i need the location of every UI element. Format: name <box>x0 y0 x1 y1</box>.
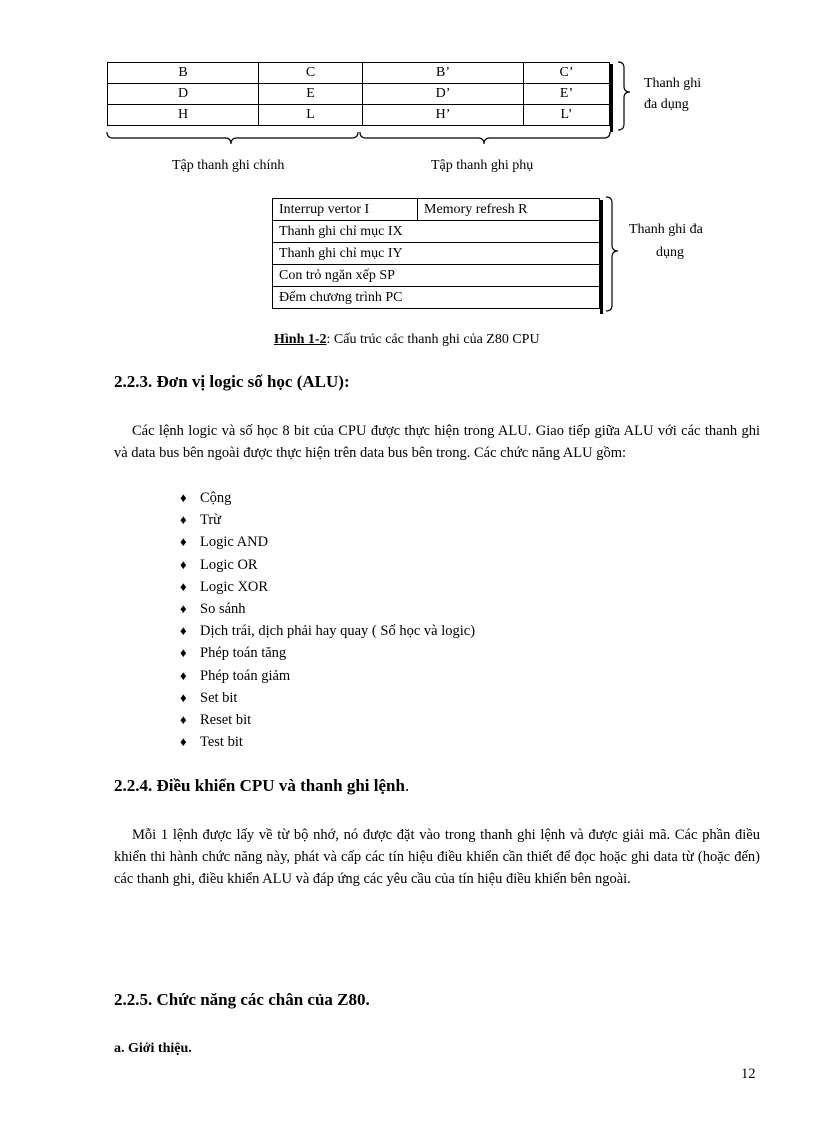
brace-label-2-line1: Thanh ghi đa <box>629 222 703 237</box>
control-paragraph: Mỗi 1 lệnh được lấy về từ bộ nhớ, nó được đặt vào trong thanh ghi lệnh và được giải mã. Các phần điều khiển thi hành chức năng này, phát và cấp các tín hiệu điều khiển cần thiết để đọc hoặc ghi data từ (hoặc đến) các thanh ghi, điều khiển ALU và đáp ứng các yêu cầu của tín hiệu điều khiển bên ngoài. <box>114 827 760 887</box>
figure-caption <box>274 332 540 348</box>
register-cell: C’ <box>524 63 610 84</box>
register-cell: E <box>259 84 363 105</box>
register-cell: C <box>259 63 363 84</box>
alu-paragraph: Các lệnh logic và số học 8 bit của CPU được thực hiện trong ALU. Giao tiếp giữa ALU với các thanh ghi và data bus bên ngoài được thực hiện trên data bus bên trong. Các chức năng ALU gồm: <box>114 423 760 461</box>
stack-pointer-cell: Con trỏ ngăn xếp SP <box>273 265 600 287</box>
diamond-bullet-icon: ♦ <box>180 512 187 528</box>
list-item: ♦ Set bit <box>180 687 475 709</box>
bottom-brace-main <box>107 132 358 144</box>
section-heading-alu: 2.2.3. Đơn vị logic số học (ALU): <box>114 372 350 391</box>
special-register-table <box>272 198 600 309</box>
register-cell: E’ <box>524 84 610 105</box>
right-brace-2 <box>606 197 618 311</box>
diamond-bullet-icon: ♦ <box>180 556 187 572</box>
list-item: ♦ Phép toán giảm <box>180 665 475 687</box>
list-item: ♦ Logic AND <box>180 531 475 553</box>
program-counter-cell: Đếm chương trình PC <box>273 287 600 309</box>
register-cell: L’ <box>524 105 610 126</box>
alu-function-list <box>180 487 475 753</box>
register-cell: D <box>108 84 259 105</box>
register-cell: H’ <box>363 105 524 126</box>
bottom-brace-aux <box>360 132 610 144</box>
diamond-bullet-icon: ♦ <box>180 667 187 683</box>
section-heading-pins: 2.2.5. Chức năng các chân của Z80. <box>114 990 370 1009</box>
brace-label-line1: Thanh ghi <box>644 76 702 91</box>
index-register-ix-cell: Thanh ghi chỉ mục IX <box>273 221 600 243</box>
diamond-bullet-icon: ♦ <box>180 578 187 594</box>
register-cell: L <box>259 105 363 126</box>
diamond-bullet-icon: ♦ <box>180 734 187 750</box>
interrupt-vector-cell: Interrup vertor I <box>273 199 418 221</box>
list-item: ♦ Phép toán tăng <box>180 642 475 664</box>
diamond-bullet-icon: ♦ <box>180 534 187 550</box>
list-item: ♦ Cộng <box>180 487 475 509</box>
diamond-bullet-icon: ♦ <box>180 711 187 727</box>
list-item: ♦ So sánh <box>180 598 475 620</box>
subheading-intro: a. Giới thiệu. <box>114 1041 192 1056</box>
figure-caption-text: : Cấu trúc các thanh ghi của Z80 CPU <box>326 332 540 347</box>
diamond-bullet-icon: ♦ <box>180 490 187 505</box>
diamond-bullet-icon: ♦ <box>180 645 187 661</box>
list-item: ♦ Dịch trái, dịch phải hay quay ( Số học và logic) <box>180 620 475 642</box>
aux-set-label: Tập thanh ghi phụ <box>431 158 534 173</box>
list-item: ♦ Trừ <box>180 509 475 531</box>
main-set-label: Tập thanh ghi chính <box>172 158 285 173</box>
memory-refresh-cell: Memory refresh R <box>418 199 600 221</box>
register-cell: D’ <box>363 84 524 105</box>
index-register-iy-cell: Thanh ghi chỉ mục IY <box>273 243 600 265</box>
list-item: ♦ Logic XOR <box>180 576 475 598</box>
figure-caption-label: Hình 1-2 <box>274 332 327 347</box>
brace-graphics-2 <box>600 195 630 320</box>
diamond-bullet-icon: ♦ <box>180 600 187 616</box>
diamond-bullet-icon: ♦ <box>180 623 187 639</box>
list-item: ♦ Logic OR <box>180 554 475 576</box>
register-cell: H <box>108 105 259 126</box>
register-cell: B <box>108 63 259 84</box>
page-number: 12 <box>741 1066 756 1082</box>
register-cell: B’ <box>363 63 524 84</box>
brace-label-line2: đa dụng <box>644 97 689 112</box>
brace-label-2-line2: dụng <box>656 245 684 260</box>
list-item: ♦ Test bit <box>180 731 475 753</box>
diamond-bullet-icon: ♦ <box>180 689 187 705</box>
right-brace <box>618 62 630 130</box>
section-heading-control: 2.2.4. Điều khiển CPU và thanh ghi lệnh. <box>114 776 410 795</box>
list-item: ♦ Reset bit <box>180 709 475 731</box>
